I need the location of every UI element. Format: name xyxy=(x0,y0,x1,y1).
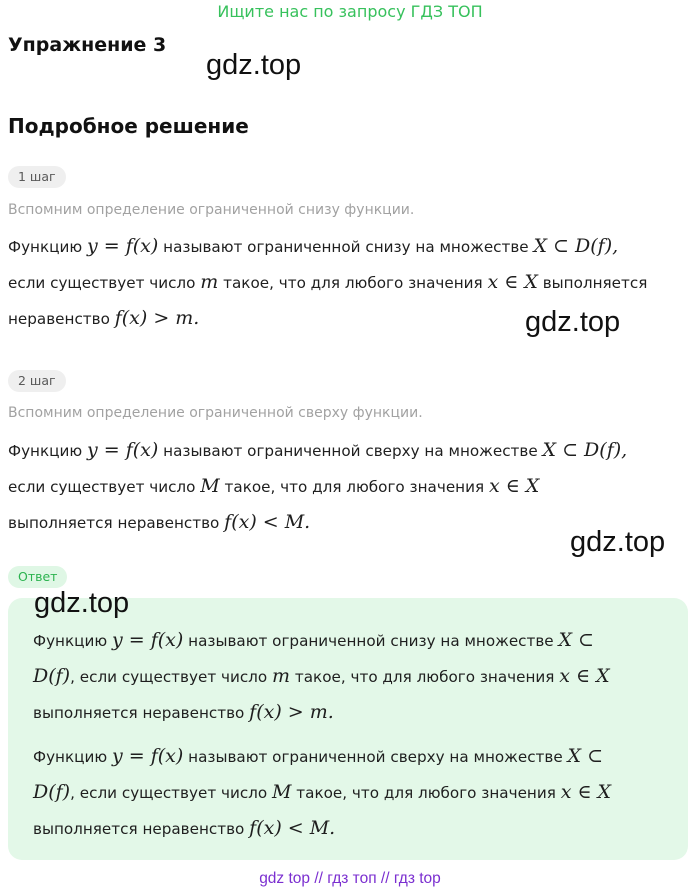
text: такое, что для любого значения xyxy=(290,668,560,686)
step-2-badge: 2 шаг xyxy=(8,370,66,392)
text: если существует число xyxy=(8,274,201,292)
text: такое, что для любого значения xyxy=(218,274,488,292)
answer-p1-line-2 xyxy=(33,666,610,687)
math: X ⊂ xyxy=(558,629,594,651)
exercise-title: Упражнение 3 xyxy=(8,34,167,56)
answer-p2-line-3 xyxy=(33,818,335,839)
math: X ⊂ D(f), xyxy=(533,235,619,257)
math: X ⊂ D(f), xyxy=(542,439,628,461)
text: выполняется неравенство xyxy=(33,820,250,838)
text: , если существует число xyxy=(70,668,273,686)
math: m xyxy=(272,665,291,687)
watermark: gdz.top xyxy=(206,49,302,81)
step-2-hint: Вспомним определение ограниченной сверху функции. xyxy=(8,405,423,421)
step-1-line-1 xyxy=(8,236,618,257)
math: D(f) xyxy=(33,665,71,687)
math: y = f(x) xyxy=(112,745,184,767)
answer-p2-line-2 xyxy=(33,782,611,803)
math: m xyxy=(200,271,219,293)
text: Функцию xyxy=(8,238,87,256)
footer-links: gdz top // гдз топ // гдз top xyxy=(259,870,441,887)
math: f(x) < M. xyxy=(224,511,311,533)
step-1-badge: 1 шаг xyxy=(8,166,66,188)
math: y = f(x) xyxy=(87,235,159,257)
text: выполняется xyxy=(537,274,648,292)
text: выполняется неравенство xyxy=(8,514,225,532)
math: f(x) > m. xyxy=(249,701,334,723)
math: x ∈ X xyxy=(487,271,538,293)
section-title: Подробное решение xyxy=(8,114,249,138)
math: M xyxy=(200,475,220,497)
math: D(f) xyxy=(33,781,71,803)
math: y = f(x) xyxy=(112,629,184,651)
answer-p2-line-1 xyxy=(33,746,603,767)
math: f(x) > m. xyxy=(114,307,200,329)
math: x ∈ X xyxy=(488,475,540,497)
text: такое, что для любого значения xyxy=(291,784,561,802)
step-1-line-3 xyxy=(8,308,199,329)
step-1-hint: Вспомним определение ограниченной снизу функции. xyxy=(8,202,415,218)
text: если существует число xyxy=(8,478,201,496)
step-2-line-1 xyxy=(8,440,627,461)
answer-badge: Ответ xyxy=(8,566,67,588)
math: X ⊂ xyxy=(567,745,604,767)
text: называют ограниченной сверху на множестве xyxy=(183,748,568,766)
math: M xyxy=(272,781,292,803)
text: Функцию xyxy=(33,748,112,766)
text: Функцию xyxy=(33,632,112,650)
watermark: gdz.top xyxy=(34,587,130,619)
text: Функцию xyxy=(8,442,87,460)
text: такое, что для любого значения xyxy=(219,478,489,496)
math: x ∈ X xyxy=(559,665,610,687)
text: , если существует число xyxy=(70,784,273,802)
step-2-line-3 xyxy=(8,512,310,533)
text: называют ограниченной снизу на множестве xyxy=(158,238,534,256)
text: неравенство xyxy=(8,310,115,328)
text: называют ограниченной снизу на множестве xyxy=(183,632,559,650)
text: выполняется неравенство xyxy=(33,704,250,722)
step-1-line-2 xyxy=(8,272,647,293)
math: y = f(x) xyxy=(87,439,159,461)
answer-p1-line-1 xyxy=(33,630,594,651)
answer-p1-line-3 xyxy=(33,702,334,723)
watermark: gdz.top xyxy=(525,306,621,338)
math: x ∈ X xyxy=(560,781,612,803)
step-2-line-2 xyxy=(8,476,539,497)
math: f(x) < M. xyxy=(249,817,336,839)
watermark: gdz.top xyxy=(570,526,666,558)
text: называют ограниченной сверху на множестве xyxy=(158,442,543,460)
search-banner: Ищите нас по запросу ГДЗ ТОП xyxy=(217,2,483,21)
